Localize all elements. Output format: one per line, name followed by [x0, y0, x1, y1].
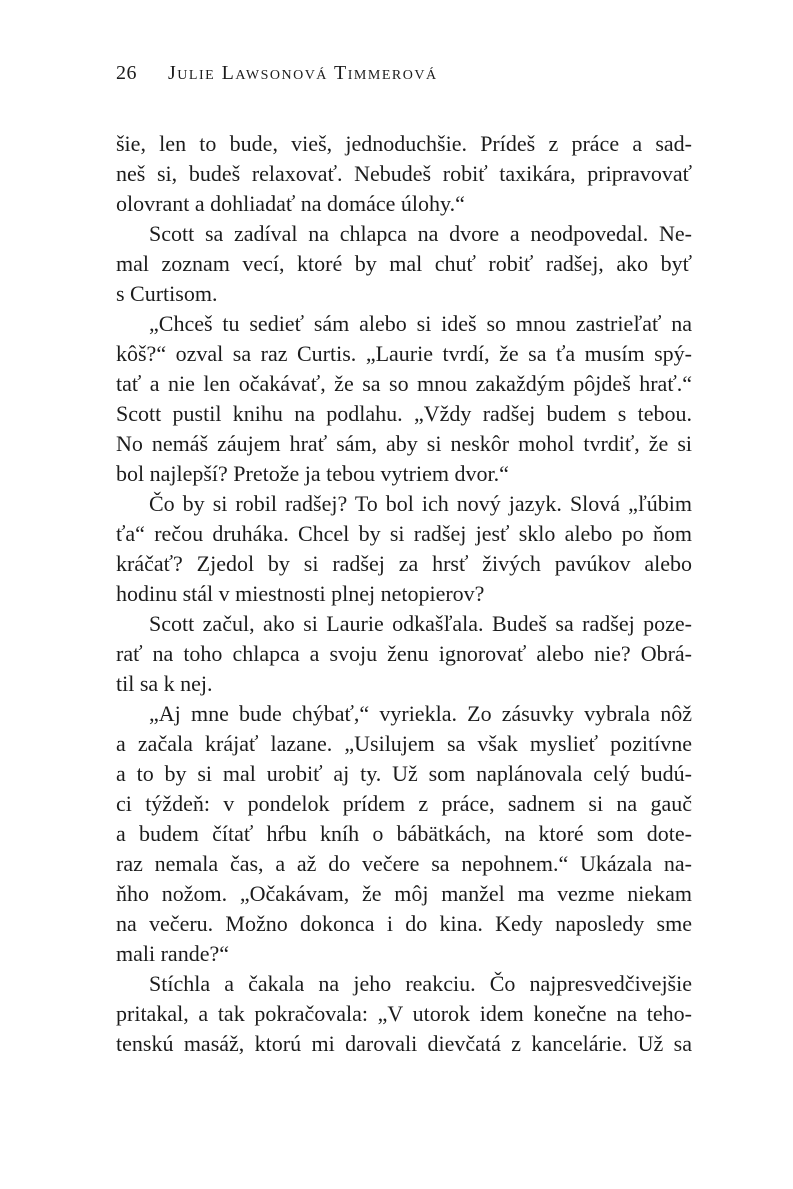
text-line: Scott začul, ako si Laurie odkašľala. Budeš sa radšej poze-	[149, 611, 692, 636]
text-line: „Aj mne bude chýbať,“ vyriekla. Zo zásuvky vybrala nôž	[149, 701, 692, 726]
text-line: ci týždeň: v pondelok prídem z práce, sadnem si na gauč	[116, 791, 692, 816]
text-line: til sa k nej.	[116, 671, 213, 696]
body-text	[116, 129, 692, 1059]
text-line: raz nemala čas, a až do večere sa nepohnem.“ Ukázala na-	[116, 851, 692, 876]
text-line: Stíchla a čakala na jeho reakciu. Čo najpresvedčivejšie	[149, 971, 692, 996]
author-name: Julie Lawsonová Timmerová	[168, 62, 438, 84]
text-line: na večeru. Možno dokonca i do kina. Kedy naposledy sme	[116, 911, 692, 936]
text-line: neš si, budeš relaxovať. Nebudeš robiť taxikára, pripravovať	[116, 161, 692, 186]
text-line: s Curtisom.	[116, 281, 218, 306]
text-line: a začala krájať lazane. „Usilujem sa však myslieť pozitívne	[116, 731, 692, 756]
text-line: kôš?“ ozval sa raz Curtis. „Laurie tvrdí, že sa ťa musím spý-	[116, 341, 692, 366]
text-line: „Chceš tu sedieť sám alebo si ideš so mnou zastrieľať na	[149, 311, 692, 336]
text-line: bol najlepší? Pretože ja tebou vytriem dvor.“	[116, 461, 509, 486]
text-line: šie, len to bude, vieš, jednoduchšie. Prídeš z práce a sad-	[116, 131, 692, 156]
text-line: olovrant a dohliadať na domáce úlohy.“	[116, 191, 465, 216]
text-line: ťa“ rečou druháka. Chcel by si radšej jesť sklo alebo po ňom	[116, 521, 692, 546]
text-line: hodinu stál v miestnosti plnej netopierov?	[116, 581, 485, 606]
page-number: 26	[116, 62, 137, 84]
running-head	[116, 62, 438, 85]
text-line: tať a nie len očakávať, že sa so mnou zakaždým pôjdeš hrať.“	[116, 371, 692, 396]
text-line: mal zoznam vecí, ktoré by mal chuť robiť radšej, ako byť	[116, 251, 692, 276]
text-line: Scott pustil knihu na podlahu. „Vždy radšej budem s tebou.	[116, 401, 692, 426]
text-line: rať na toho chlapca a svoju ženu ignorovať alebo nie? Obrá-	[116, 641, 692, 666]
text-line: a to by si mal urobiť aj ty. Už som naplánovala celý budú-	[116, 761, 692, 786]
text-line: tenskú masáž, ktorú mi darovali dievčatá z kancelárie. Už sa	[116, 1031, 692, 1056]
text-line: kráčať? Zjedol by si radšej za hrsť živých pavúkov alebo	[116, 551, 692, 576]
text-line: mali rande?“	[116, 941, 229, 966]
text-line: No nemáš záujem hrať sám, aby si neskôr mohol tvrdiť, že si	[116, 431, 692, 456]
text-line: Scott sa zadíval na chlapca na dvore a neodpovedal. Ne-	[149, 221, 692, 246]
text-line: Čo by si robil radšej? To bol ich nový jazyk. Slová „ľúbim	[149, 491, 692, 516]
text-line: ňho nožom. „Očakávam, že môj manžel ma vezme niekam	[116, 881, 692, 906]
text-line: pritakal, a tak pokračovala: „V utorok idem konečne na teho-	[116, 1001, 692, 1026]
text-line: a budem čítať hŕbu kníh o bábätkách, na ktoré som dote-	[116, 821, 692, 846]
